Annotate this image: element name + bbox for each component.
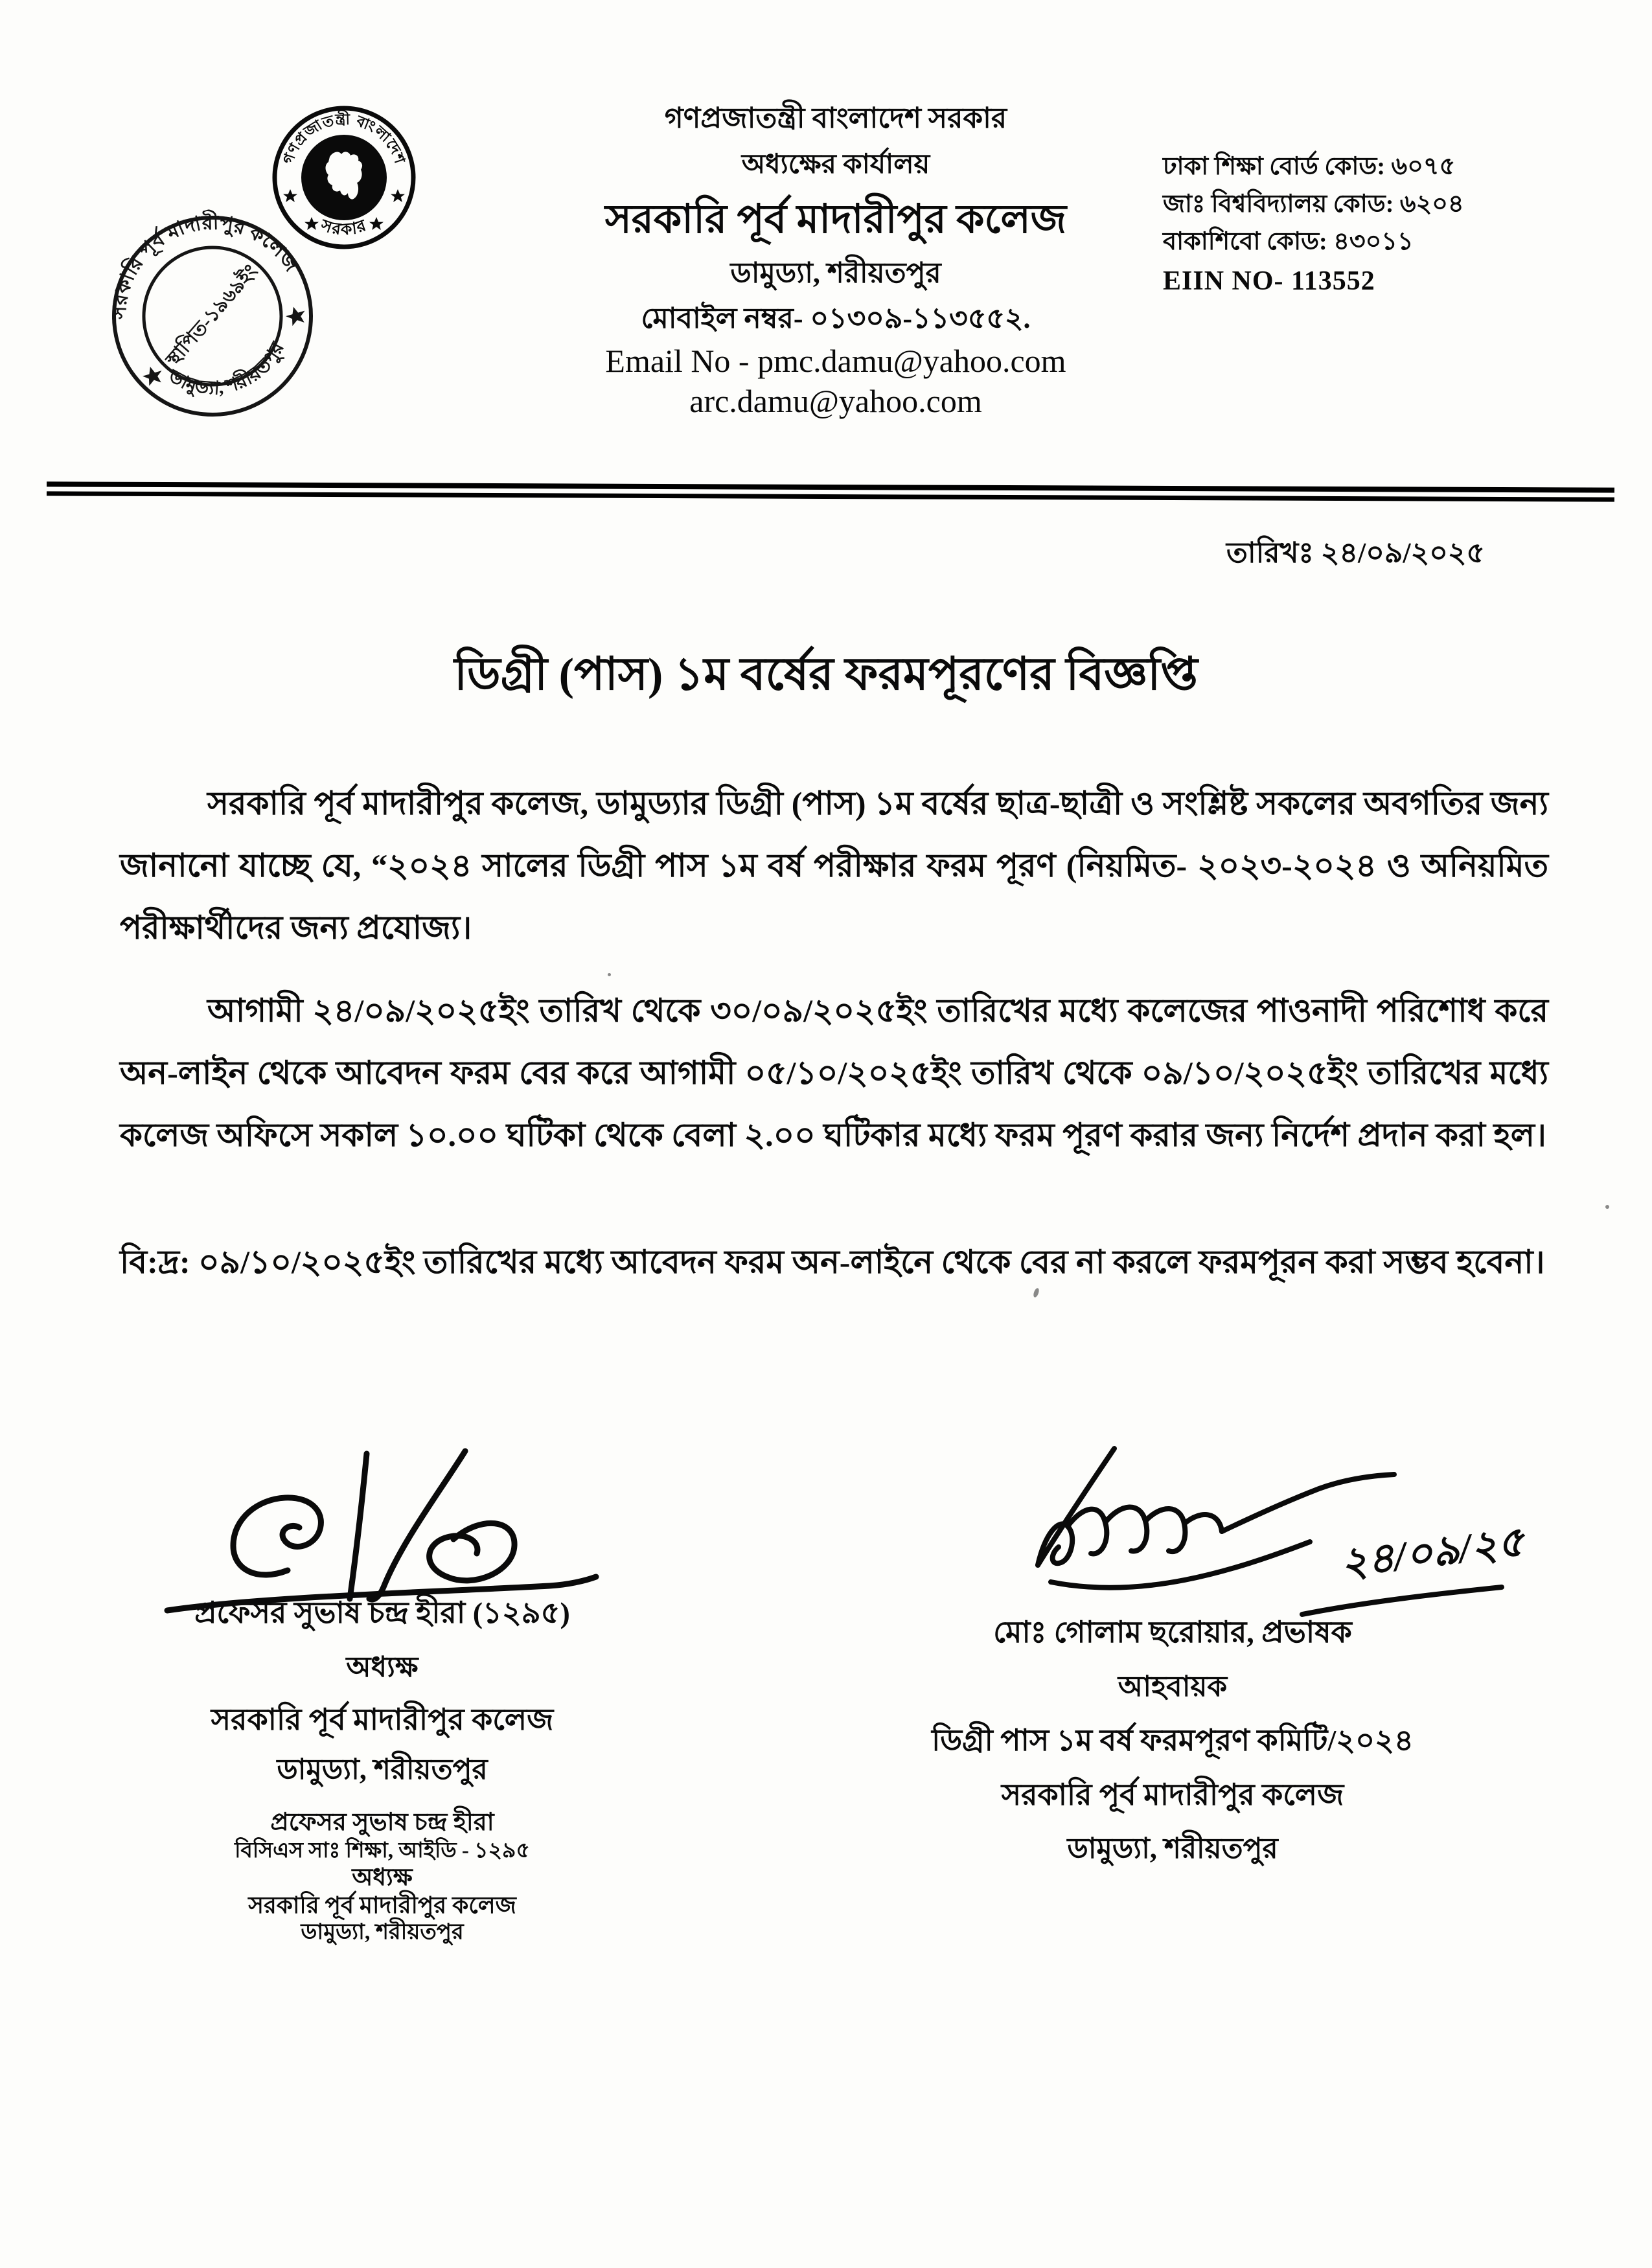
- convener-signature-block: [855, 1614, 1490, 1866]
- seal-star-icon: [391, 189, 405, 202]
- letterhead-email-2: arc.damu@yahoo.com: [689, 383, 982, 419]
- government-seal-top-arc-text: গণপ্রজাতন্ত্রী বাংলাদেশ: [280, 111, 408, 166]
- seal-star-icon: [369, 217, 384, 230]
- principal-college: সরকারি পূর্ব মাদারীপুর কলেজ: [211, 1703, 554, 1736]
- letterhead-government-line: গণপ্রজাতন্ত্রী বাংলাদেশ সরকার: [664, 102, 1007, 134]
- letterhead-email-1: Email No - pmc.damu@yahoo.com: [605, 343, 1066, 379]
- stamp-designation: অধ্যক্ষ: [352, 1864, 413, 1891]
- signature-hand-date: ২৪/০৯/২৫: [1338, 1518, 1527, 1586]
- seal-star-icon: [141, 364, 165, 387]
- letterhead-college-location: ডামুড্যা, শরীয়তপুর: [730, 257, 941, 289]
- notice-title: ডিগ্রী (পাস) ১ম বর্ষের ফরমপূরণের বিজ্ঞপ্তি: [454, 650, 1198, 700]
- board-code-bakashibo: বাকাশিবো কোড: ৪৩০১১: [1163, 228, 1414, 255]
- convener-location: ডামুড্যা, শরীয়তপুর: [1067, 1833, 1278, 1864]
- convener-signature: [947, 1445, 1530, 1639]
- notice-date: তারিখঃ ২৪/০৯/২০২৫: [1226, 537, 1485, 569]
- board-code-university: জাঃ বিশ্ববিদ্যালয় কোড: ৬২০৪: [1163, 190, 1464, 218]
- principal-designation: অধ্যক্ষ: [346, 1651, 419, 1683]
- college-seal-top-arc-text: সরকারি পূর্ব মাদারীপুর কলেজ: [107, 211, 303, 320]
- letterhead-office-line: অধ্যক্ষের কার্যালয়: [741, 150, 930, 179]
- government-seal-bottom-arc-text: সরকার: [318, 216, 370, 239]
- principal-location: ডামুড্যা, শরীয়তপুর: [277, 1754, 488, 1785]
- svg-text:সরকারি পূর্ব মাদারীপুর কলেজ: [86, 188, 306, 326]
- letterhead-college-name: সরকারি পূর্ব মাদারীপুর কলেজ: [604, 198, 1067, 242]
- seal-star-icon: [284, 304, 308, 326]
- board-code-eiin: EIIN NO- 113552: [1163, 266, 1375, 296]
- stamp-college: সরকারি পূর্ব মাদারীপুর কলেজ: [248, 1892, 516, 1918]
- seal-star-icon: [304, 217, 319, 230]
- college-seal-established-text: স্থাপিত-১৯৬৯ইং: [161, 260, 262, 371]
- board-codes: [1163, 148, 1565, 302]
- college-seal-bottom-arc-text: ডামুড্যা, শরীয়তপুর: [165, 339, 289, 400]
- board-code-dhaka: ঢাকা শিক্ষা বোর্ড কোড: ৬০৭৫: [1163, 153, 1456, 180]
- header-divider-rule: [47, 481, 1614, 501]
- principal-name: প্রফেসর সুভাষ চন্দ্র হীরা (১২৯৫): [194, 1596, 570, 1629]
- convener-committee: ডিগ্রী পাস ১ম বর্ষ ফরমপূরণ কমিটি/২০২৪: [932, 1724, 1414, 1757]
- letterhead-mobile-number: মোবাইল নম্বর- ০১৩০৯-১১৩৫৫২.: [641, 303, 1031, 334]
- convener-college: সরকারি পূর্ব মাদারীপুর কলেজ: [1001, 1778, 1344, 1811]
- scan-speck: [608, 973, 611, 976]
- convener-designation: আহবায়ক: [1118, 1671, 1228, 1702]
- letterhead: [415, 97, 1257, 421]
- stamp-location: ডামুড্যা, শরীয়তপুর: [301, 1920, 464, 1944]
- stamp-name: প্রফেসর সুভাষ চন্দ্র হীরা: [270, 1809, 494, 1836]
- scan-speck: [1605, 1205, 1609, 1209]
- notice-paragraph-3: বি:দ্র: ০৯/১০/২০২৫ইং তারিখের মধ্যে আবেদন ফরম অন-লাইনে থেকে বের না করলে ফরমপূরন করা সম্ভব হবেনা।: [120, 1244, 1545, 1280]
- stamp-bcs-id: বিসিএস সাঃ শিক্ষা, আইডি - ১২৯৫: [235, 1839, 530, 1862]
- principal-signature-block: [97, 1595, 667, 1946]
- notice-paragraph-2: আগামী ২৪/০৯/২০২৫ইং তারিখ থেকে ৩০/০৯/২০২৫ইং তারিখের মধ্যে কলেজের পাওনাদী পরিশোধ করে অন-লাইন থেকে আবেদন ফরম বের করে আগামী ০৫/১০/২০২৫ইং তারিখ থেকে ০৯/১০/২০২৫ইং তারিখের মধ্যে কলেজ অফিসে সকাল ১০.০০ ঘটিকা থেকে বেলা ২.০০ ঘটিকার মধ্যে ফরম পূরণ করার জন্য নির্দেশ প্রদান করা হল।: [120, 992, 1548, 1153]
- notice-paragraph-1: সরকারি পূর্ব মাদারীপুর কলেজ, ডামুড্যার ডিগ্রী (পাস) ১ম বর্ষের ছাত্র-ছাত্রী ও সংশ্লিষ্ট সকলের অবগতির জন্য জানানো যাচ্ছে যে, “২০২৪ সালের ডিগ্রী পাস ১ম বর্ষ পরীক্ষার ফরম পূরণ (নিয়মিত- ২০২৩-২০২৪ ও অনিয়মিত পরীক্ষার্থীদের জন্য প্রযোজ্য।: [120, 785, 1548, 946]
- principal-ink-stamp: [97, 1807, 667, 1946]
- convener-name: মোঃ গোলাম ছরোয়ার, প্রভাষক: [993, 1616, 1352, 1649]
